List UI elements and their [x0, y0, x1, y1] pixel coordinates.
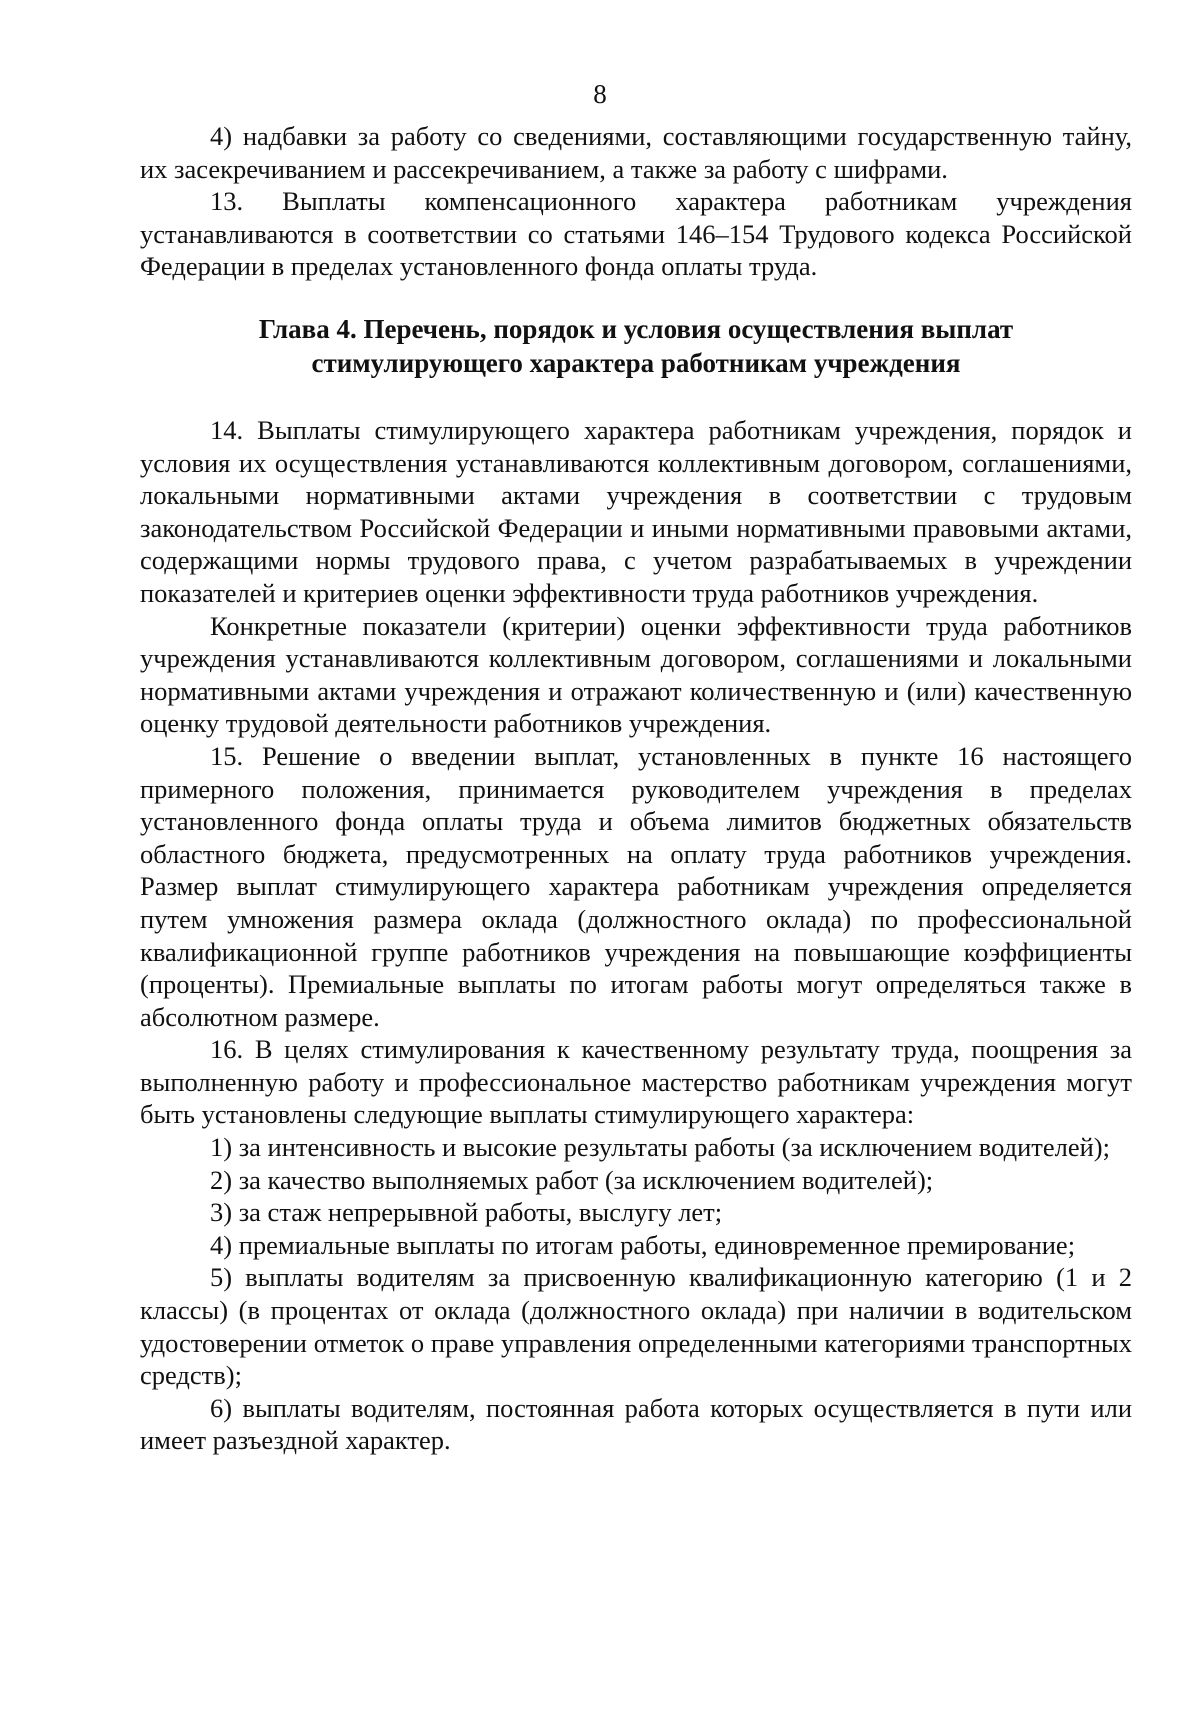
list-item-4: 4) премиальные выплаты по итогам работы, единовременное премирование;	[210, 1229, 1076, 1260]
paragraph-16: 16. В целях стимулирования к качественному результату труда, поощрения за выполненную работу и профессиональное мастерство работникам учреждения могут быть установлены следующие выплаты стимулирующего характера:	[140, 1034, 1132, 1130]
list-item-1: 1) за интенсивность и высокие результаты работы (за исключением водителей);	[210, 1132, 1110, 1163]
list-item-3: 3) за стаж непрерывной работы, выслугу лет;	[210, 1197, 723, 1228]
page-number: 8	[593, 79, 607, 109]
chapter-heading	[140, 312, 1132, 380]
chapter-heading-line-1: Глава 4. Перечень, порядок и условия осуществления выплат	[258, 314, 1014, 344]
paragraph-15: 15. Решение о введении выплат, установленных в пункте 16 настоящего примерного положения, принимается руководителем учреждения в пределах установленного фонда оплаты труда и объема лимитов бюджетных обязательств областного бюджета, предусмотренных на оплату труда работников учреждения. Размер выплат стимулирующего характера работникам учреждения определяется путем умножения размера оклада (должностного оклада) по профессиональной квалификационной группе работников учреждения на повышающие коэффициенты (проценты). Премиальные выплаты по итогам работы могут определяться также в абсолютном размере.	[140, 740, 1132, 1032]
paragraph-14-criteria: Конкретные показатели (критерии) оценки эффективности труда работников учреждения устанавливаются коллективным договором, соглашениями и локальными нормативными актами учреждения и отражают количественную и (или) качественную оценку трудовой деятельности работников учреждения.	[140, 610, 1132, 739]
top-text-block	[140, 120, 1132, 283]
list-item-2: 2) за качество выполняемых работ (за исключением водителей);	[210, 1164, 934, 1195]
list-item-5: 5) выплаты водителям за присвоенную квалификационную категорию (1 и 2 классы) (в процентах от оклада (должностного оклада) при наличии в водительском удостоверении отметок о праве управления определенными категориями транспортных средств);	[140, 1262, 1132, 1391]
paragraph-item-4-secrecy: 4) надбавки за работу со сведениями, составляющими государственную тайну, их засекречиванием и рассекречиванием, а также за работу с шифрами.	[140, 121, 1132, 184]
list-item-6: 6) выплаты водителям, постоянная работа которых осуществляется в пути или имеет разъездной характер.	[140, 1392, 1132, 1456]
paragraph-14: 14. Выплаты стимулирующего характера работникам учреждения, порядок и условия их осуществления устанавливаются коллективным договором, соглашениями, локальными нормативными актами учреждения в соответствии с трудовым законодательством Российской Федерации и иными нормативными правовыми актами, содержащими нормы трудового права, с учетом разрабатываемых в учреждении показателей и критериев оценки эффективности труда работников учреждения.	[140, 415, 1132, 608]
paragraph-13-compensation: 13. Выплаты компенсационного характера работникам учреждения устанавливаются в соответствии со статьями 146–154 Трудового кодекса Российской Федерации в пределах установленного фонда оплаты труда.	[140, 186, 1132, 282]
chapter-heading-line-2: стимулирующего характера работникам учреждения	[311, 348, 961, 378]
main-text-block	[140, 414, 1132, 1457]
